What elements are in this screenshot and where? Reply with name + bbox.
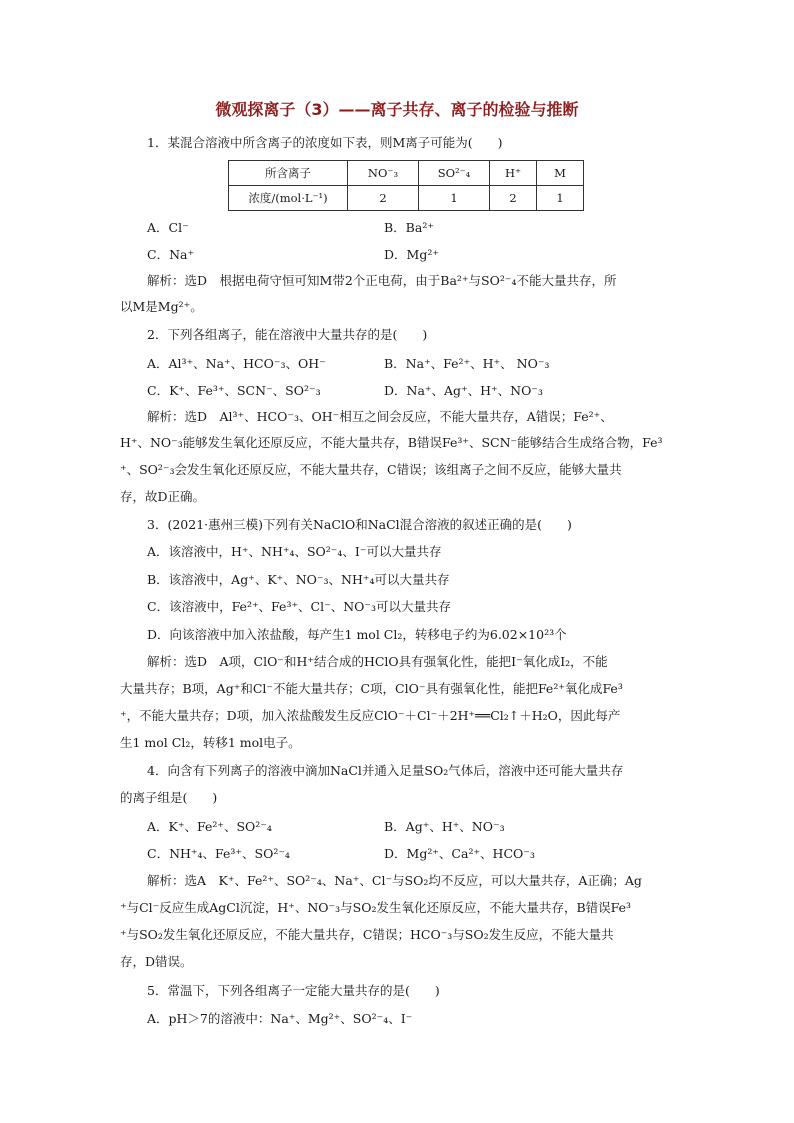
q4-analysis-cont: 存，D错误。 (120, 954, 193, 969)
q4-stem: 4．向含有下列离子的溶液中滴加NaCl并通入足量SO₂气体后，溶液中还可能大量共存 (147, 763, 624, 778)
q3-stem: 3．(2021·惠州三模)下列有关NaClO和NaCl混合溶液的叙述正确的是( ) (147, 517, 572, 532)
q3-option-b: B．该溶液中，Ag⁺、K⁺、NO⁻₃、NH⁺₄可以大量共存 (147, 572, 450, 587)
q2-analysis-cont: ⁺、SO²⁻₃会发生氧化还原反应，不能大量共存，C错误；该组离子之间不反应，能够大量共 (120, 462, 622, 477)
q3-analysis-cont: ⁺，不能大量共存；D项，加入浓盐酸发生反应ClO⁻＋Cl⁻＋2H⁺══Cl₂↑＋H₂O，因此每产 (120, 708, 621, 723)
q2-stem: 2．下列各组离子，能在溶液中大量共存的是( ) (147, 327, 428, 342)
page-title: 微观探离子（3）——离子共存、离子的检验与推断 (215, 100, 579, 119)
table-cell: 2 (490, 186, 537, 211)
q2-analysis: 解析：选D Al³⁺、HCO⁻₃、OH⁻相互之间会反应，不能大量共存，A错误；Fe²⁺、 (147, 409, 613, 424)
q1-option-c: C．Na⁺ (147, 247, 195, 262)
q1-option-a: A．Cl⁻ (147, 220, 189, 235)
q4-option-c: C．NH⁺₄、Fe³⁺、SO²⁻₄ (147, 846, 290, 861)
table-header-row (229, 161, 584, 186)
q1-analysis-cont: 以M是Mg²⁺。 (120, 299, 203, 314)
q4-analysis-cont: ⁺与SO₂发生氧化还原反应，不能大量共存，C错误；HCO⁻₃与SO₂发生反应，不能大量共 (120, 927, 614, 942)
table-cell: 1 (419, 186, 490, 211)
q1-analysis: 解析：选D 根据电荷守恒可知M带2个正电荷，由于Ba²⁺与SO²⁻₄不能大量共存，所 (147, 273, 617, 288)
q1-stem: 1．某混合溶液中所含离子的浓度如下表，则M离子可能为( ) (147, 135, 503, 150)
q2-option-c: C．K⁺、Fe³⁺、SCN⁻、SO²⁻₃ (147, 383, 321, 398)
q2-option-a: A．Al³⁺、Na⁺、HCO⁻₃、OH⁻ (147, 356, 326, 371)
table-header-cell: 所含离子 (229, 161, 348, 186)
q4-option-a: A．K⁺、Fe²⁺、SO²⁻₄ (147, 819, 272, 834)
q2-option-b: B．Na⁺、Fe²⁺、H⁺、 NO⁻₃ (384, 356, 550, 371)
q3-analysis-cont: 生1 mol Cl₂，转移1 mol电子。 (120, 735, 301, 750)
table-cell: 浓度/(mol·L⁻¹) (229, 186, 348, 211)
q3-option-a: A．该溶液中，H⁺、NH⁺₄、SO²⁻₄、I⁻可以大量共存 (147, 544, 442, 559)
table-header-cell: NO⁻₃ (348, 161, 419, 186)
q3-analysis-cont: 大量共存；B项，Ag⁺和Cl⁻不能大量共存；C项，ClO⁻具有强氧化性，能把Fe²⁺氧化成Fe³ (120, 681, 623, 696)
q4-option-d: D．Mg²⁺、Ca²⁺、HCO⁻₃ (384, 846, 535, 861)
q5-option-a: A．pH＞7的溶液中：Na⁺、Mg²⁺、SO²⁻₄、I⁻ (147, 1011, 413, 1026)
q4-option-b: B．Ag⁺、H⁺、NO⁻₃ (384, 819, 505, 834)
table-header-cell: H⁺ (490, 161, 537, 186)
q1-option-b: B．Ba²⁺ (384, 220, 434, 235)
table-cell: 2 (348, 186, 419, 211)
table-cell: 1 (537, 186, 584, 211)
q3-option-d: D．向该溶液中加入浓盐酸，每产生1 mol Cl₂，转移电子约为6.02×10²³个 (147, 627, 567, 642)
table-row (229, 186, 584, 211)
q5-stem: 5．常温下，下列各组离子一定能大量共存的是( ) (147, 983, 440, 998)
table-header-cell: SO²⁻₄ (419, 161, 490, 186)
q2-analysis-cont: H⁺、NO⁻₃能够发生氧化还原反应，不能大量共存，B错误Fe³⁺、SCN⁻能够结合生成络合物，Fe³ (120, 435, 663, 450)
ion-concentration-table (228, 160, 584, 211)
q4-analysis: 解析：选A K⁺、Fe²⁺、SO²⁻₄、Na⁺、Cl⁻与SO₂均不反应，可以大量共存，A正确；Ag (147, 873, 642, 888)
table-header-cell: M (537, 161, 584, 186)
q3-option-c: C．该溶液中，Fe²⁺、Fe³⁺、Cl⁻、NO⁻₃可以大量共存 (147, 599, 452, 614)
q2-option-d: D．Na⁺、Ag⁺、H⁺、NO⁻₃ (384, 383, 543, 398)
q2-analysis-cont: 存，故D正确。 (120, 489, 206, 504)
q1-option-d: D．Mg²⁺ (384, 247, 439, 262)
q4-analysis-cont: ⁺与Cl⁻反应生成AgCl沉淀，H⁺、NO⁻₃与SO₂发生氧化还原反应，不能大量共存，B错误Fe³ (120, 900, 632, 915)
q4-stem-cont: 的离子组是( ) (120, 790, 218, 805)
q3-analysis: 解析：选D A项，ClO⁻和H⁺结合成的HClO具有强氧化性，能把I⁻氧化成I₂，不能 (147, 654, 608, 669)
